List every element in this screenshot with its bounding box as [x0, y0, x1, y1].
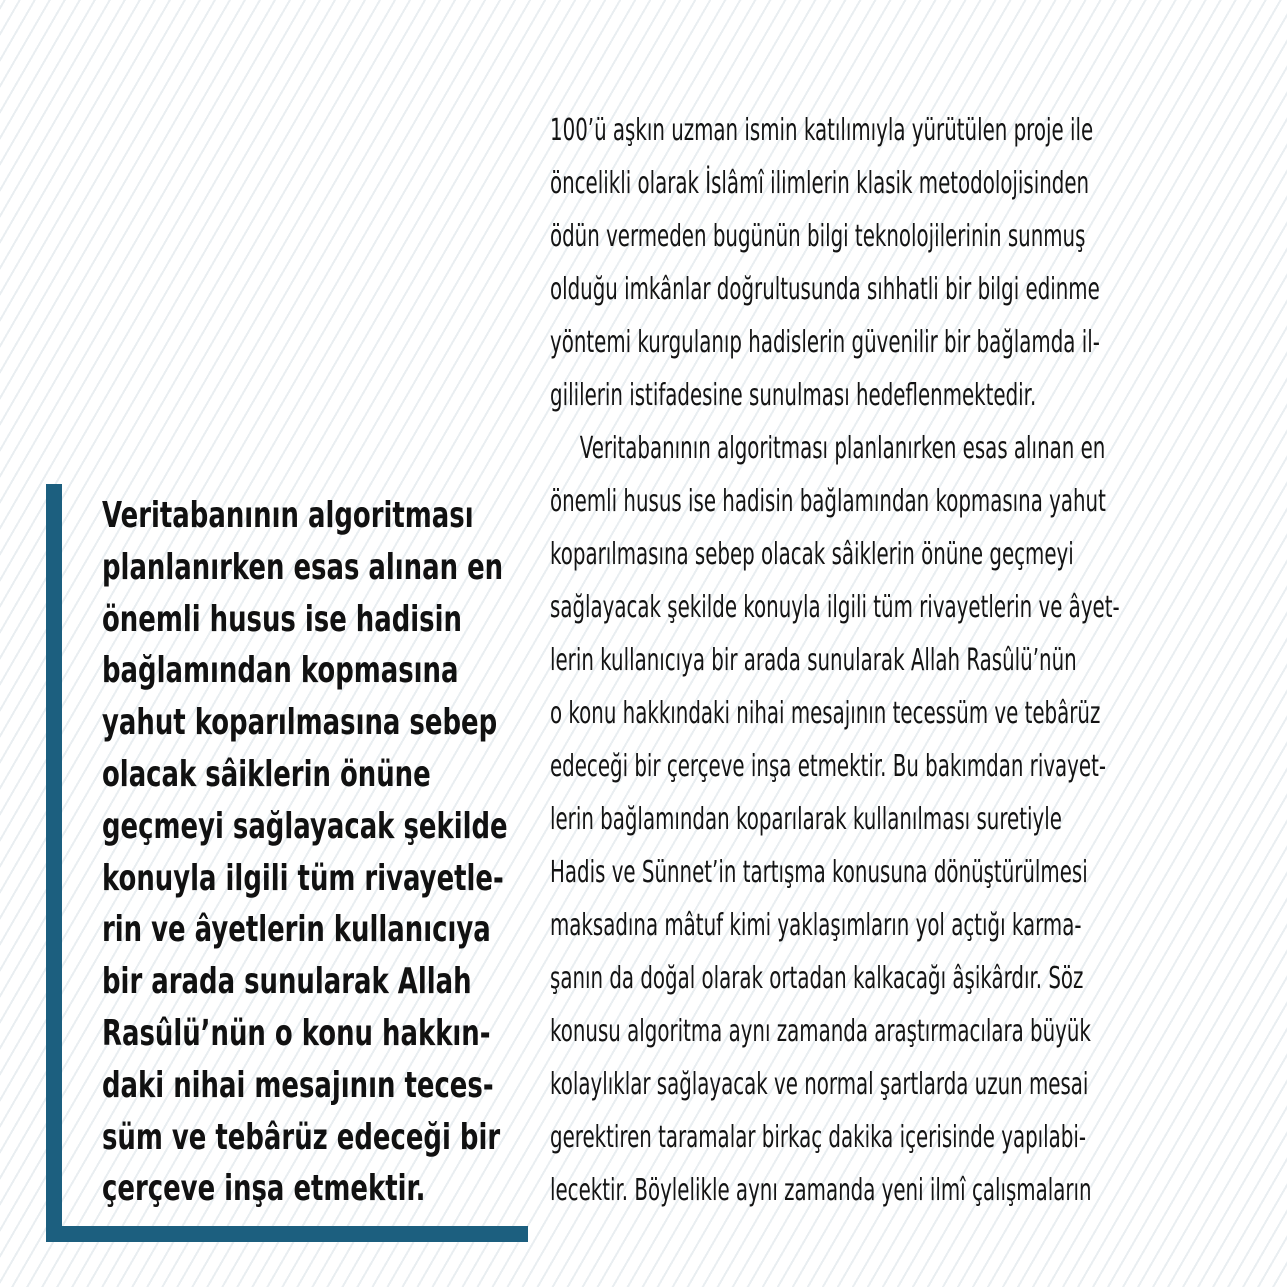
paragraph-1 [550, 104, 1202, 422]
text-line: gerektiren taramalar birkaç dakika içerisinde yapılabi- [550, 1120, 1087, 1155]
text-line: Veritabanının algoritması planlanırken esas alınan en [579, 431, 1106, 466]
text-line: edeceği bir çerçeve inşa etmektir. Bu bakımdan rivayet- [550, 749, 1106, 784]
text-line: lerin kullanıcıya bir arada sunularak Allah Rasûlü’nün [550, 643, 1077, 678]
pull-quote-line: konuyla ilgili tüm rivayetle- [102, 857, 504, 899]
text-line: şanın da doğal olarak ortadan kalkacağı âşikârdır. Söz [550, 961, 1084, 996]
pull-quote [46, 484, 528, 1242]
pull-quote-line: Rasûlü’nün o konu hakkın- [102, 1012, 491, 1054]
paragraph-2 [550, 422, 1202, 1217]
text-line: 100’ü aşkın uzman ismin katılımıyla yürütülen proje ile [550, 113, 1094, 148]
text-line: maksadına mâtuf kimi yaklaşımların yol açtığı karma- [550, 908, 1082, 943]
text-line: gililerin istifadesine sunulması hedeflenmektedir. [550, 378, 1037, 413]
pull-quote-line: Veritabanının algoritması [102, 495, 474, 536]
text-line: yöntemi kurgulanıp hadislerin güvenilir bir bağlamda il- [550, 325, 1100, 360]
pull-quote-text [102, 490, 542, 1215]
pull-quote-line: rin ve âyetlerin kullanıcıya [102, 909, 491, 951]
pull-quote-line: önemli husus ise hadisin [102, 598, 462, 640]
text-line: o konu hakkındaki nihai mesajının tecessüm ve tebârüz [550, 696, 1101, 731]
pull-quote-line: planlanırken esas alınan en [102, 546, 504, 588]
text-line: olduğu imkânlar doğrultusunda sıhhatli bir bilgi edinme [550, 272, 1100, 307]
pull-quote-line: bir arada sunularak Allah [102, 961, 472, 1003]
body-text-column [550, 104, 1202, 1217]
text-line: ödün vermeden bugünün bilgi teknolojilerinin sunmuş [550, 219, 1086, 254]
pull-quote-line: yahut koparılmasına sebep [102, 702, 498, 744]
pull-quote-line: çerçeve inşa etmektir. [102, 1168, 426, 1210]
text-line: önemli husus ise hadisin bağlamından kopmasına yahut [550, 484, 1106, 519]
text-line: kolaylıklar sağlayacak ve normal şartlarda uzun mesai [550, 1067, 1089, 1102]
text-line: Hadis ve Sünnet’in tartışma konusuna dönüştürülmesi [550, 855, 1088, 890]
pull-quote-line: bağlamından kopmasına [102, 650, 459, 692]
pull-quote-line: süm ve tebârüz edeceği bir [102, 1116, 501, 1158]
text-line: konusu algoritma aynı zamanda araştırmacılara büyük [550, 1014, 1091, 1049]
text-line: sağlayacak şekilde konuyla ilgili tüm rivayetlerin ve âyet- [550, 590, 1120, 625]
text-line: öncelikli olarak İslâmî ilimlerin klasik metodolojisinden [550, 166, 1090, 201]
pull-quote-line: daki nihai mesajının teces- [102, 1064, 494, 1106]
text-line: lecektir. Böylelikle aynı zamanda yeni ilmî çalışmaların [550, 1173, 1092, 1208]
pull-quote-line: olacak sâiklerin önüne [102, 753, 431, 795]
text-line: lerin bağlamından koparılarak kullanılması suretiyle [550, 802, 1062, 837]
pull-quote-line: geçmeyi sağlayacak şekilde [102, 805, 508, 847]
text-line: koparılmasına sebep olacak sâiklerin önüne geçmeyi [550, 537, 1074, 572]
